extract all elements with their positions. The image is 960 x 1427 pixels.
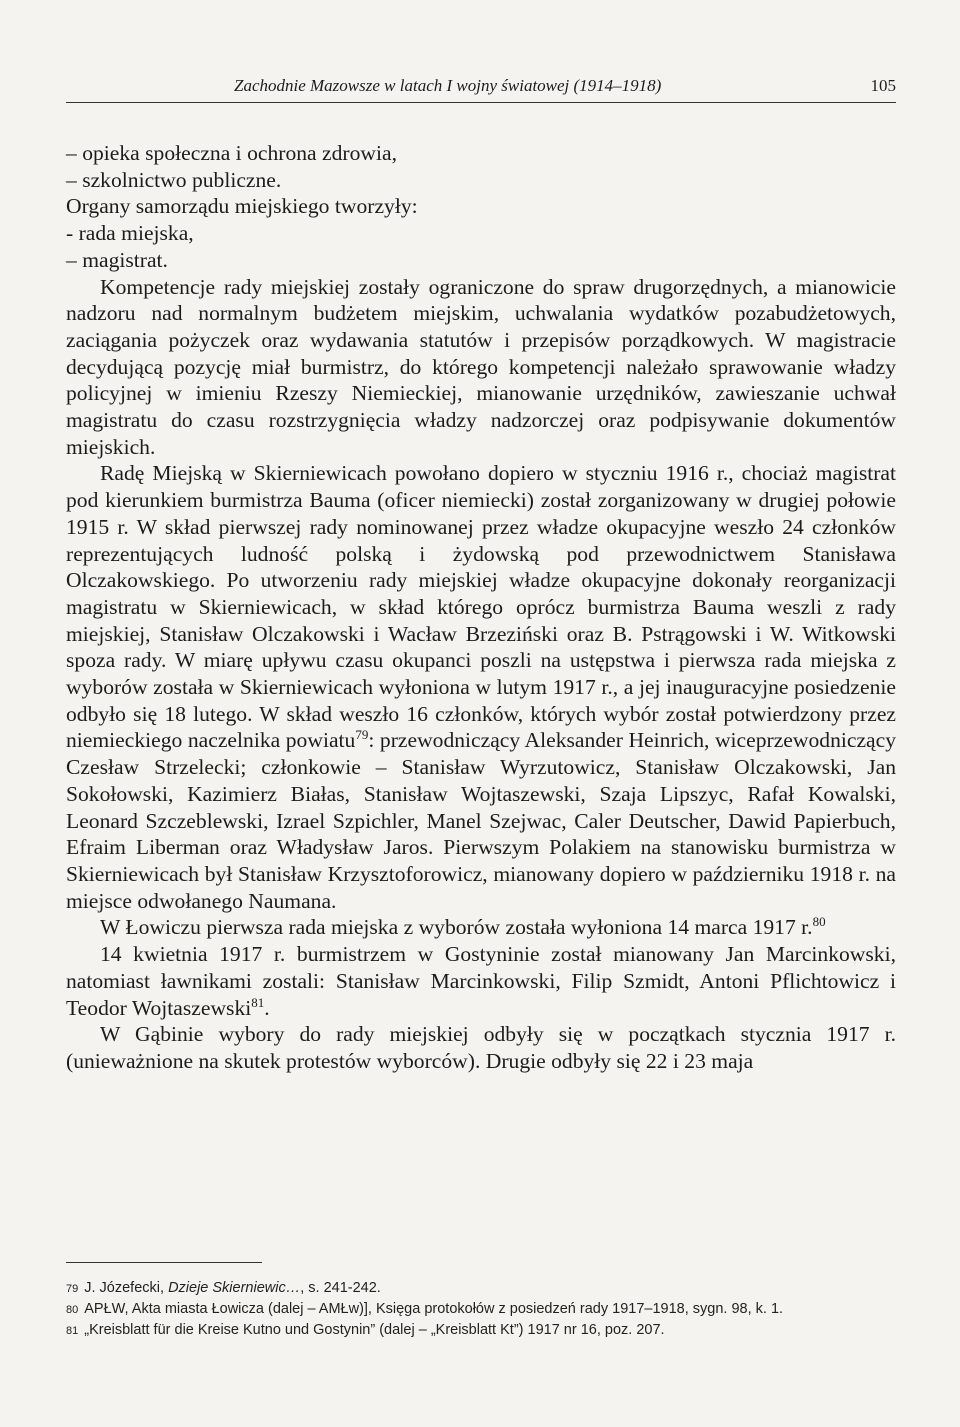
main-text	[66, 140, 896, 1075]
list-intro: Organy samorządu miejskiego tworzyły:	[66, 194, 418, 219]
footnote-divider	[66, 1262, 262, 1263]
footnotes	[66, 1278, 898, 1341]
footnote: 79 J. Józefecki, Dzieje Skierniewic…, s. 241-242.	[66, 1280, 381, 1296]
paragraph-competences: Kompetencje rady miejskiej zostały ograniczone do spraw drugorzędnych, a mianowicie nadzoru nad normalnym budżetem miejskim, uchwalania wydatków pozabudżetowych, zaciągania pożyczek oraz wydawania statutów i przepisów porządkowych. W magistracie decydującą pozycję miał burmistrz, do którego kompetencji należało sprawowanie władzy policyjnej w imieniu Rzeszy Niemieckiej, mianowanie urzędników, zawieszanie uchwał magistratu do czasu rozstrzygnięcia władzy nadzorczej oraz podpisywanie dokumentów miejskich.	[66, 274, 896, 459]
paragraph-lowicz: W Łowiczu pierwsza rada miejska z wyborów została wyłoniona 14 marca 1917 r.$^{80}$	[100, 914, 826, 940]
footnote: 80 APŁW, Akta miasta Łowicza (dalej – AMŁw)], Księga protokołów z posiedzeń rady 1917–1918, sygn. 98, k. 1.	[66, 1301, 784, 1317]
page-number: 105	[870, 76, 896, 95]
footnote-ref[interactable]: 80	[812, 914, 826, 930]
list-item: – magistrat.	[66, 247, 168, 272]
list-item: - rada miejska,	[66, 221, 194, 246]
footnote-ref[interactable]: 79	[355, 727, 369, 743]
list-item: – opieka społeczna i ochrona zdrowia,	[66, 141, 397, 165]
paragraph-skierniewice: Radę Miejską w Skierniewicach powołano dopiero w styczniu 1916 r., chociaż magistrat pod kierunkiem burmistrza Bauma (oficer niemiecki) został zorganizowany w drugiej połowie 1915 r. W skład pierwszej rady nominowanej przez władze okupacyjne weszło 24 członków reprezentujących ludność polską i żydowską pod przewodnictwem Stanisława Olczakowskiego. Po utworzeniu rady miejskiej władze okupacyjne dokonały reorganizacji magistratu w Skierniewicach, w skład którego oprócz burmistrza Bauma weszli z rady miejskiej, Stanisław Olczakowski i Wacław Brzeziński oraz B. Pstrągowski i W. Witkowski spoza rady. W miarę upływu czasu okupanci poszli na ustępstwa i pierwsza rada miejska z wyborów została w Skierniewicach wyłoniona w lutym 1917 r., a jej inauguracyjne posiedzenie odbyło się 18 lutego. W skład weszło 16 członków, których wybór został potwierdzony przez niemieckiego naczelnika powiatu$^{79}$: przewodniczący Aleksander Heinrich, wiceprzewodniczący Czesław Strzelecki; członkowie – Stanisław Wyrzutowicz, Stanisław Olczakowski, Jan Sokołowski, Kazimierz Białas, Stanisław Wojtaszewski, Szaja Lipszyc, Rafał Kowalski, Leonard Szczeblewski, Izrael Szpichler, Manel Szejwac, Caler Deutscher, Dawid Papierbuch, Efraim Liberman oraz Władysław Jaros. Pierwszym Polakiem na stanowisku burmistrza w Skierniewicach był Stanisław Krzysztoforowicz, mianowany dopiero w październiku 1918 r. na miejsce odwołanego Naumana.	[66, 461, 897, 913]
footnote: 81 „Kreisblatt für die Kreise Kutno und Gostynin” (dalej – „Kreisblatt Kt”) 1917 nr 16, poz. 207.	[66, 1322, 665, 1338]
running-title: Zachodnie Mazowsze w latach I wojny światowej (1914–1918)	[234, 76, 662, 95]
footnote-ref[interactable]: 81	[251, 994, 265, 1010]
paragraph-gabin: W Gąbinie wybory do rady miejskiej odbyły się w początkach stycznia 1917 r. (unieważnione na skutek protestów wyborców). Drugie odbyły się 22 i 23 maja	[66, 1022, 896, 1073]
running-header	[66, 76, 896, 103]
list-item: – szkolnictwo publiczne.	[66, 167, 282, 192]
paragraph-gostynin: 14 kwietnia 1917 r. burmistrzem w Gostyninie został mianowany Jan Marcinkowski, natomiast ławnikami zostali: Stanisław Marcinkowski, Filip Szmidt, Antoni Pflichtowicz i Teodor Wojtaszewski$^{81}$.	[66, 942, 896, 1020]
